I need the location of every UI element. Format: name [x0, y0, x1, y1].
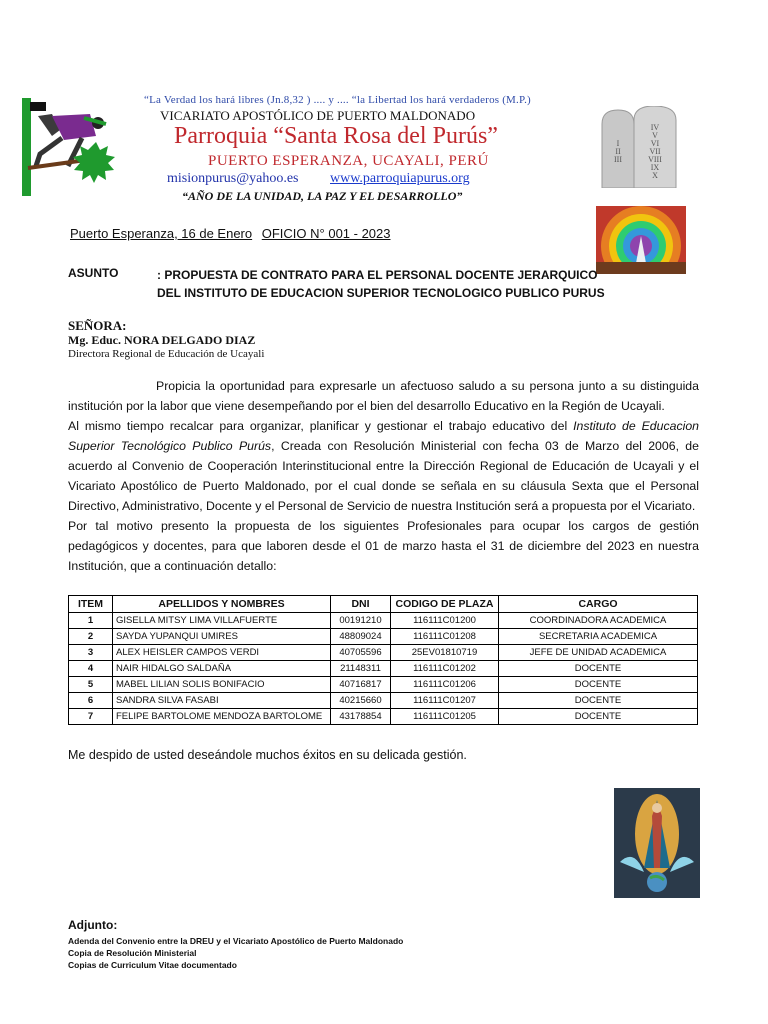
name-cell: ALEX HEISLER CAMPOS VERDI — [113, 645, 331, 661]
code-cell: 116111C01206 — [391, 677, 499, 693]
item-cell: 4 — [69, 661, 113, 677]
svg-text:VIII: VIII — [648, 155, 662, 164]
paragraph-2-start: Al mismo tiempo recalcar para organizar, planificar y gestionar el trabajo educativo del — [68, 419, 574, 433]
table-row — [69, 661, 698, 677]
code-cell: 116111C01207 — [391, 693, 499, 709]
dni-cell: 40716817 — [331, 677, 391, 693]
cargo-cell: COORDINADORA ACADEMICA — [499, 613, 698, 629]
religious-artwork-image — [596, 206, 686, 274]
adjunto-label: Adjunto: — [68, 918, 118, 932]
dni-cell: 48809024 — [331, 629, 391, 645]
cargo-cell: DOCENTE — [499, 661, 698, 677]
svg-text:IV: IV — [650, 123, 660, 132]
adjunto-item: Adenda del Convenio entre la DREU y el Vicariato Apostólico de Puerto Maldonado — [68, 936, 404, 946]
cargo-cell: SECRETARIA ACADEMICA — [499, 629, 698, 645]
name-cell: SANDRA SILVA FASABI — [113, 693, 331, 709]
adjunto-item: Copia de Resolución Ministerial — [68, 948, 197, 958]
header-name: APELLIDOS Y NOMBRES — [113, 596, 331, 613]
email-text: misionpurus@yahoo.es — [167, 171, 299, 186]
year-motto: “AÑO DE LA UNIDAD, LA PAZ Y EL DESARROLLO” — [182, 189, 463, 203]
dni-cell: 43178854 — [331, 709, 391, 725]
paragraph-2 — [68, 416, 699, 516]
dni-cell: 00191210 — [331, 613, 391, 629]
svg-text:II: II — [615, 147, 621, 156]
table-row — [69, 613, 698, 629]
name-cell: MABEL LILIAN SOLIS BONIFACIO — [113, 677, 331, 693]
virgin-of-guadalupe-image — [614, 788, 700, 898]
name-cell: NAIR HIDALGO SALDAÑA — [113, 661, 331, 677]
header-code: CODIGO DE PLAZA — [391, 596, 499, 613]
cargo-cell: DOCENTE — [499, 677, 698, 693]
vicariato-name: VICARIATO APOSTÓLICO DE PUERTO MALDONADO — [160, 108, 476, 123]
date-line — [70, 226, 391, 241]
code-cell: 116111C01208 — [391, 629, 499, 645]
item-cell: 3 — [69, 645, 113, 661]
svg-text:VII: VII — [649, 147, 661, 156]
cargo-cell: DOCENTE — [499, 709, 698, 725]
table-row — [69, 629, 698, 645]
table-header-row — [69, 596, 698, 613]
contact-line — [167, 171, 470, 187]
svg-text:I: I — [616, 139, 620, 148]
staff-table — [68, 595, 698, 725]
name-cell: FELIPE BARTOLOME MENDOZA BARTOLOME — [113, 709, 331, 725]
oficio-number: OFICIO N° 001 - 2023 — [261, 226, 391, 241]
recipient-title: Directora Regional de Educación de Ucayali — [68, 348, 265, 360]
table-row — [69, 693, 698, 709]
asunto-label: ASUNTO — [68, 266, 119, 280]
svg-text:IX: IX — [650, 163, 660, 172]
header-cargo: CARGO — [499, 596, 698, 613]
tablets-icon — [598, 106, 684, 188]
table-row — [69, 709, 698, 725]
code-cell: 116111C01200 — [391, 613, 499, 629]
asunto-text: : PROPUESTA DE CONTRATO PARA EL PERSONAL DOCENTE JERARQUICO DEL INSTITUTO DE EDUCACION SUPERIOR TECNOLOGICO PUBLICO PURUS — [157, 268, 605, 300]
item-cell: 7 — [69, 709, 113, 725]
code-cell: 116111C01202 — [391, 661, 499, 677]
table-row — [69, 645, 698, 661]
place-date: Puerto Esperanza, 16 de Enero — [70, 226, 253, 241]
website-link[interactable]: www.parroquiapurus.org — [330, 171, 470, 186]
item-cell: 5 — [69, 677, 113, 693]
svg-text:V: V — [652, 131, 658, 140]
parish-title: Parroquia “Santa Rosa del Purús” — [174, 123, 498, 149]
dni-cell: 40705596 — [331, 645, 391, 661]
farewell: Me despido de usted deseándole muchos éxitos en su delicada gestión. — [68, 748, 467, 762]
name-cell: SAYDA YUPANQUI UMIRES — [113, 629, 331, 645]
header-dni: DNI — [331, 596, 391, 613]
code-cell: 116111C01205 — [391, 709, 499, 725]
paragraph-3: Por tal motivo presento la propuesta de los siguientes Profesionales para ocupar los cargos de gestión pedagógicos y docentes, para que laboren desde el 01 de marzo hasta el 31 de diciembre del 2023 en nuestra Institución, que a continuación detallo: — [68, 519, 699, 573]
paragraph-2-end: , Creada con Resolución Ministerial con fecha 03 de Marzo del 2006, de acuerdo al Convenio de Cooperación Interinstitucional entre la Dirección Regional de Educación de Ucayali y el Vicariato Apostólico de Puerto Maldonado, por el cual donde se señala en su cláusula Sexta que el Personal Directivo, Administrativo, Docente y el Personal de Servicio de nuestra Institución será a propuesta por el Vicariato. — [68, 439, 699, 513]
paragraph-1: Propicia la oportunidad para expresarle un afectuoso saludo a su persona junto a su distinguida institución por la labor que viene desempeñando por el bien del desarrollo Educativo en la Región de Ucayali. — [68, 379, 699, 413]
svg-text:X: X — [652, 171, 658, 180]
table-row — [69, 677, 698, 693]
cargo-cell: DOCENTE — [499, 693, 698, 709]
header-motto: “La Verdad los hará libres (Jn.8,32 ) .... y .... “la Libertad los hará verdaderos (M.P.) — [144, 94, 531, 106]
svg-text:VI: VI — [650, 139, 660, 148]
cargo-cell: JEFE DE UNIDAD ACADEMICA — [499, 645, 698, 661]
institute-name: Instituto de Educacion Superior Tecnológico Publico Purús — [68, 419, 699, 453]
item-cell: 6 — [69, 693, 113, 709]
dni-cell: 40215660 — [331, 693, 391, 709]
header-item: ITEM — [69, 596, 113, 613]
recipient-name: Mg. Educ. NORA DELGADO DIAZ — [68, 333, 256, 347]
name-cell: GISELLA MITSY LIMA VILLAFUERTE — [113, 613, 331, 629]
salutation: SEÑORA: — [68, 318, 127, 333]
dni-cell: 21148311 — [331, 661, 391, 677]
parish-location: PUERTO ESPERANZA, UCAYALI, PERÚ — [208, 153, 489, 169]
adjunto-item: Copias de Curriculum Vitae documentado — [68, 960, 237, 970]
letter-body — [68, 376, 699, 576]
code-cell: 25EV01810719 — [391, 645, 499, 661]
item-cell: 1 — [69, 613, 113, 629]
parish-logo — [22, 96, 132, 200]
svg-text:III: III — [614, 155, 622, 164]
item-cell: 2 — [69, 629, 113, 645]
